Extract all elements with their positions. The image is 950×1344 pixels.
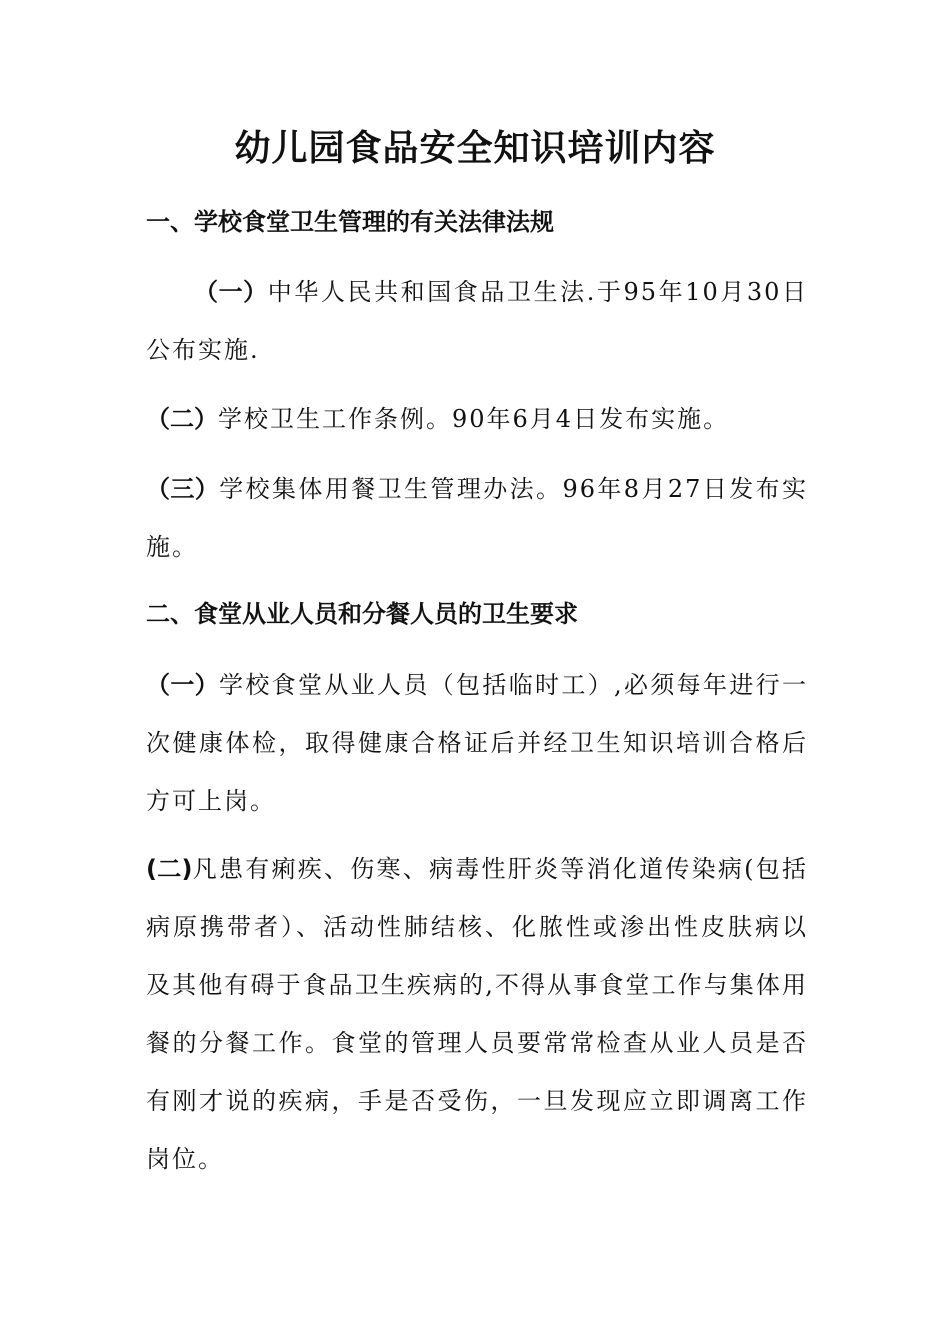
paragraph-text: 中华人民共和国食品卫生法.于95年10月30日公布实施. [146,278,809,364]
section-1-paragraph-3 [146,460,808,576]
paragraph-text: 学校卫生工作条例。90年6月4日发布实施。 [218,405,730,433]
paragraph-text: 凡患有痢疾、伤寒、病毒性肝炎等消化道传染病(包括病原携带者）、活动性肺结核、化脓性或渗出性皮肤病以及其他有碍于食品卫生疾病的,不得从事食堂工作与集体用餐的分餐工作。食堂的管理人员要常常检查从业人员是否有刚才说的疾病，手是否受伤，一旦发现应立即调离工作岗位。 [146,855,808,1173]
section-heading-2: 二、食堂从业人员和分餐人员的卫生要求 [146,600,578,628]
paragraph-marker: （三） [146,475,220,503]
paragraph-text: 学校食堂从业人员（包括临时工）,必须每年进行一次健康体检，取得健康合格证后并经卫生知识培训合格后方可上岗。 [146,671,808,815]
section-1-paragraph-2 [146,390,808,448]
paragraph-text: 学校集体用餐卫生管理办法。96年8月27日发布实施。 [146,475,809,561]
document-title: 幼儿园食品安全知识培训内容 [234,127,716,169]
paragraph-marker: (二) [146,855,193,883]
paragraph-marker: （二） [146,405,218,433]
paragraph-marker: （一） [194,278,268,306]
section-2-paragraph-2 [146,840,808,1188]
section-heading-1: 一、学校食堂卫生管理的有关法律法规 [146,208,554,236]
section-2-paragraph-1 [146,656,808,830]
paragraph-marker: （一） [146,671,220,699]
section-1-paragraph-1 [146,263,808,379]
